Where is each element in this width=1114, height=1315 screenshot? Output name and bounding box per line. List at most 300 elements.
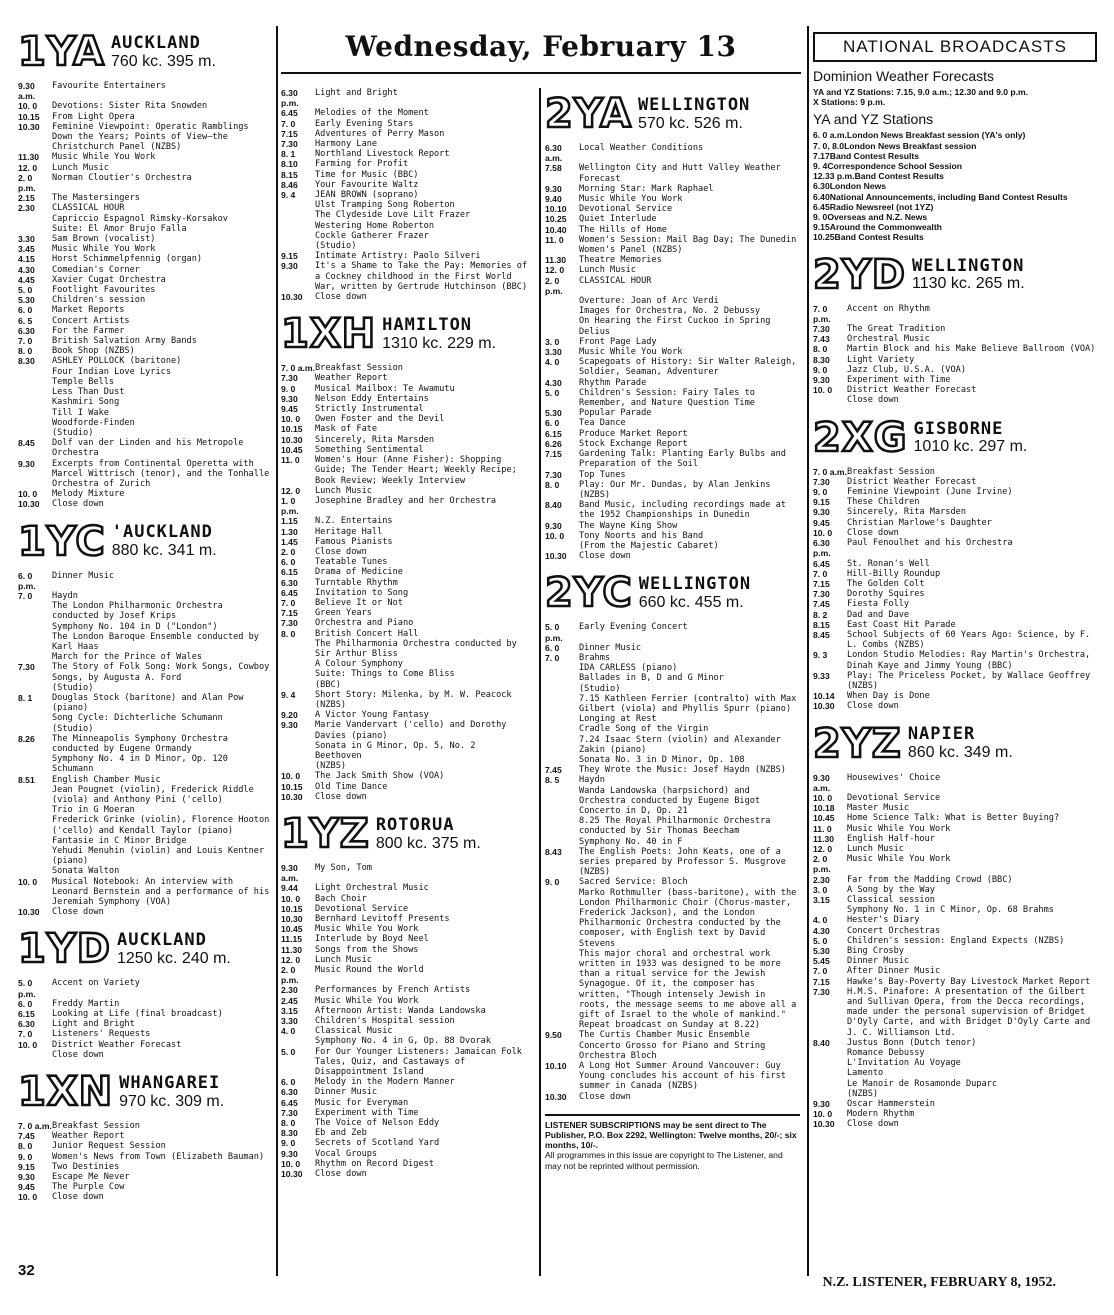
national-title: National Announcements, including Band Contest Results [829,191,1068,202]
programme-time: 6.30 [18,325,35,336]
programme-line [281,404,536,414]
station-id [908,725,1013,761]
station-logo: 1YD [18,926,111,973]
programme-line [813,915,1097,925]
programme-list [813,467,1097,712]
programme-title: Breakfast Session [847,466,935,477]
programme-title: Interlude by Boyd Neel [315,934,429,945]
programme-line [545,194,800,204]
programme-line [545,663,800,673]
programme-line [18,499,273,509]
programme-time: 6.15 [18,1009,35,1020]
programme-line [813,875,1097,885]
programme-line [545,306,800,316]
programme-title: Close down [579,1091,631,1102]
programme-time: 9. 4 [281,190,296,201]
programme-title: Turntable Rhythm [315,577,398,588]
programme-title: Close down [52,499,104,510]
programme-line [545,684,800,694]
programme-time: 10.30 [281,914,303,925]
programme-title: Music While You Work [579,347,683,358]
programme-title: Jean Pougnet (violin), Frederick Riddle (viola) and Anthony Pini ('cello) [52,784,254,805]
programme-time: 9.30 a.m. [281,863,299,884]
programme-list [281,88,536,302]
programme-title: Close down [52,1049,104,1060]
footer-credit: N.Z. LISTENER, FEBRUARY 8, 1952. [822,1275,1056,1290]
programme-list [281,863,536,1179]
programme-title: Breakfast Session [52,1121,140,1132]
programme-time: 6.45 [813,558,830,569]
programme-title: Hill-Billy Roundup [847,568,941,579]
programme-title: Haydn [52,590,78,601]
programme-title: Longing at Rest [579,714,657,725]
programme-title: School Subjects of 60 Years Ago: Science, by F. L. Combs (NZBS) [847,629,1091,651]
programme-time: 10.10 [545,204,567,215]
programme-line [545,1020,800,1030]
programme-title: Morning Star: Mark Raphael [579,183,714,194]
programme-time: 3.30 [18,234,35,245]
programme-title: Farming for Profit [315,159,409,170]
programme-time: 7.43 [813,334,830,345]
programme-time: 9.50 [545,1030,562,1041]
programme-line [18,387,273,397]
programme-line [545,724,800,734]
programme-line [18,101,273,111]
station-logo: 1YA [18,29,105,75]
programme-title: Dinner Music [579,642,642,653]
programme-time: 9. 3 [813,650,828,661]
programme-line [545,163,800,183]
programme-time: 7.30 [813,589,830,600]
programme-line [545,204,800,214]
programme-line [281,159,536,169]
programme-line [281,455,536,486]
programme-line [813,793,1097,803]
programme-title: Heritage Hall [315,526,383,537]
programme-time: 10.30 [545,1091,567,1102]
programme-time: 9. 0 [545,877,560,888]
programme-time: 9.30 [18,458,35,469]
programme-line [545,418,800,428]
programme-title: Music While You Work [315,995,419,1006]
programme-line [545,877,800,887]
column-2 [281,88,536,1276]
programme-line [281,690,536,710]
programme-time: 1.30 [281,526,298,537]
programme-title: Children's session: England Expects (NZBS) [847,935,1065,946]
programme-time: 5.45 [813,956,830,967]
national-broadcasts-title: NATIONAL BROADCASTS [813,32,1097,62]
programme-list [18,1121,273,1203]
programme-time: 12. 0 [281,954,301,965]
national-time: 6.30 [813,181,830,192]
programme-line [18,408,273,418]
programme-line [18,428,273,438]
programme-title: Melody in the Modern Manner [315,1077,455,1088]
programme-title: District Weather Forecast [847,476,977,487]
programme-title: Feminine Viewpoint (June Irvine) [847,487,1013,498]
programme-line [545,500,800,520]
programme-title: Northland Livestock Report [315,149,450,160]
programme-time: 7.15 [545,449,562,460]
programme-line [281,710,536,720]
programme-title: The Hills of Home [579,224,667,235]
programme-title: Excerpts from Continental Operetta with Marcel Wittrisch (tenor), and the Tonhalle Orchestra of Zurich [52,458,270,489]
programme-time: 7.30 [18,662,35,673]
programme-line [545,265,800,275]
programme-title: Scapegoats of History: Sir Walter Raleigh, Soldier, Seaman, Adventurer [579,357,797,378]
station-id [119,1074,224,1110]
programme-title: Master Music [847,803,910,814]
programme-line [281,486,536,496]
programme-line [18,244,273,254]
programme-line [281,639,536,659]
programme-line [545,888,800,949]
programme-time: 9.30 [813,507,830,518]
programme-line [281,200,536,210]
programme-title: Escape Me Never [52,1172,130,1183]
programme-line [281,924,536,934]
programme-time: 5. 0 p.m. [18,978,36,999]
programme-title: Marko Rothmuller (bass-baritone), with the London Philharmonic Choir (Chorus-master, Frederick Jackson), and the London Philharmonic Orchestra conducted by the composer, with English text by David Stevens [579,887,797,949]
programme-title: Green Years [315,608,372,619]
programme-time: 9.45 [813,517,830,528]
programme-title: This major choral and orchestral work written in 1933 was designed to be more than a ritual service for the Jewish Synagogue. Of it, the composer has written, "Though intensely Jewish in roots, the message seems to me above all a gift of Israel to the whole of mankind." [579,948,797,1021]
station-id [112,523,217,559]
programme-line [281,955,536,965]
programme-title: The Great Tradition [847,324,946,335]
programme-title: Le Manoir de Rosamonde Duparc [847,1078,998,1089]
programme-line [18,601,273,621]
programme-title: ASHLEY POLLOCK (baritone) [52,356,182,367]
programme-title: Accent on Rhythm [847,303,930,314]
programme-title: Close down [847,1119,899,1130]
programme-line [545,765,800,775]
spacer [281,302,536,308]
programme-line [813,528,1097,538]
programme-time: 8.45 [18,438,35,449]
programme-time: 10. 0 [813,385,833,396]
programme-time: 6.45 [281,108,298,119]
programme-time: 7.15 [813,578,830,589]
programme-title: Oscar Hammerstein [847,1099,935,1110]
programme-time: 3.15 [813,894,830,905]
programme-line [281,1006,536,1016]
programme-line [18,397,273,407]
station-frequency: 1010 kc. 297 m. [913,438,1028,456]
programme-time: 8. 0 [545,479,560,490]
programme-time: 9.15 [813,497,830,508]
programme-time: 8. 1 [281,149,296,160]
programme-time: 11.15 [281,934,303,945]
station-logo: 2YZ [813,720,902,767]
programme-line [545,694,800,714]
programme-line [281,384,536,394]
programme-line [281,149,536,159]
programme-title: Images for Orchestra, No. 2 Debussy [579,306,761,317]
programme-title: Wanda Landowska (harpsichord) and Orchestra conducted by Eugene Bigot [579,785,761,806]
programme-title: Performances by French Artists [315,985,471,996]
programme-line [545,439,800,449]
programme-line [281,119,536,129]
programme-title: Hester's Diary [847,915,920,926]
programme-title: Musical Notebook: An interview with Leonard Bernstein and a performance of his Jeremiah Symphony (VOA) [52,876,270,908]
national-title: London News Breakfast session [844,140,977,151]
programme-line [18,1050,273,1060]
programme-title: Lunch Music [847,843,904,854]
programme-title: Devotional Service [315,903,409,914]
programme-line [281,996,536,1006]
programme-line [281,863,536,883]
programme-title: Top Tunes [579,469,626,480]
station-block [281,812,536,1185]
station-city: WHANGAREI [119,1072,221,1093]
ya-yz-heading: YA and YZ Stations [813,111,934,128]
programme-line [281,618,536,628]
programme-line [545,551,800,561]
programme-line [813,905,1097,915]
programme-line [545,1061,800,1092]
programme-title: Melodies of the Moment [315,108,429,119]
programme-line [813,324,1097,334]
programme-title: Overture: Joan of Arc Verdi [579,296,719,307]
programme-line [813,844,1097,854]
programme-line [18,846,273,866]
programme-time: 9.30 [545,183,562,194]
programme-title: Close down [847,527,899,538]
programme-title: Music While You Work [52,152,156,163]
programme-title: The London Baroque Ensemble conducted by Karl Haas [52,631,259,652]
programme-line [813,620,1097,630]
programme-line [813,477,1097,487]
copyright-text: All programmes in this issue are copyright to The Listener, and may not be reprinted without permission. [545,1150,783,1171]
station-block [18,927,273,1066]
programme-title: Lamento [847,1068,884,1079]
programme-time: 9.15 [18,1161,35,1172]
programme-line [18,438,273,458]
programme-time: 7.30 [281,1107,298,1118]
programme-time: 5. 0 [545,387,560,398]
programme-title: Eb and Zeb [315,1128,367,1139]
programme-title: Devotions: Sister Rita Snowden [52,101,208,112]
programme-title: Two Destinies [52,1161,120,1172]
programme-line [813,834,1097,844]
programme-title: Haydn [579,775,605,786]
programme-title: These Children [847,497,920,508]
station-frequency: 970 kc. 309 m. [119,1092,225,1110]
programme-time: 10.30 [281,791,303,802]
programme-line [18,683,273,693]
programme-time: 4. 0 [281,1026,296,1037]
programme-time: 7.30 [813,986,830,997]
national-title: London News [829,181,887,192]
subscriptions-notice [545,1114,800,1171]
programme-line [18,836,273,846]
programme-line [813,1058,1097,1068]
programme-time: 11. 0 [545,234,564,245]
programme-line [18,907,273,917]
national-title: Around the Commonwealth [829,222,942,233]
programme-line [18,999,273,1009]
programme-time: 11.30 [18,152,40,163]
station-id [914,420,1028,456]
programme-title: Dinner Music [315,1087,378,1098]
programme-title: Teatable Tunes [315,557,388,568]
programme-line [545,775,800,785]
programme-line [545,225,800,235]
programme-time: 10. 0 [18,1192,38,1203]
programme-title: British Concert Hall [315,628,419,639]
programme-time: 9.30 [281,393,298,404]
column-1 [18,26,273,1276]
programme-title: Till I Wake [52,407,109,418]
programme-line [813,1119,1097,1129]
programme-title: Adventures of Perry Mason [315,128,445,139]
station-id [376,816,481,852]
programme-line [18,203,273,213]
station-logo: 2YD [813,251,906,298]
programme-title: Marie Vandervart ('cello) and Dorothy Davies (piano) [315,720,507,741]
programme-line [545,235,800,255]
subscriptions-text: LISTENER SUBSCRIPTIONS may be sent direct to The Publisher, P.O. Box 2292, Wellington: Twelve months, 20/-; six months, 10/-. [545,1119,797,1151]
programme-title: IDA CARLESS (piano) [579,663,678,674]
programme-title: Suite: El Amor Brujo Falla [52,223,187,234]
programme-title: Vocal Groups [315,1148,378,1159]
programme-title: A Colour Symphony [315,659,403,670]
programme-line [18,1121,273,1131]
programme-time: 9.30 a.m. [813,772,831,793]
programme-title: Time for Music (BBC) [315,169,419,180]
programme-time: 4.45 [18,274,35,285]
station-id [638,96,750,132]
programme-line [813,1068,1097,1078]
programme-time: 6.30 p.m. [813,538,831,559]
station-logo: 1XH [281,311,377,358]
programme-title: Drama of Medicine [315,567,403,578]
programme-time: 8. 5 [545,775,560,786]
programme-line [281,741,536,751]
programme-title: Home Science Talk: What is Better Buying? [847,813,1060,824]
programme-title: For the Farmer [52,325,125,336]
programme-title: Schumann [52,764,94,775]
programme-time: 11.30 [545,255,567,266]
national-time: 9.15 [813,222,830,233]
station-frequency: 1130 kc. 265 m. [912,275,1025,293]
programme-time: 2.30 [18,203,35,214]
programme-time: 2.30 [813,874,830,885]
programme-line [281,231,536,241]
spacer [18,510,273,516]
programme-line [813,773,1097,793]
programme-time: 2. 0 p.m. [18,172,36,194]
programme-line [281,567,536,577]
station-block [545,571,800,1108]
programme-line [18,591,273,601]
programme-line [545,276,800,296]
programme-line [281,608,536,618]
programme-title: Local Weather Conditions [579,143,704,153]
programme-time: 3. 0 [545,336,560,347]
programme-title: Mask of Fate [315,424,378,435]
programme-line [813,497,1097,507]
programme-line [545,643,800,653]
programme-line [813,803,1097,813]
programme-title: It's a Shame to Take the Pay: Memories of a Cockney childhood in the First World War, written by Gertrude Hutchinson (BBC) [315,261,528,292]
station-frequency: 800 kc. 375 m. [375,834,481,852]
national-title: Band Contest Results [829,150,920,161]
programme-title: Symphony No. 1 in C Minor, Op. 68 Brahms [847,905,1054,916]
station-city: GISBORNE [913,418,1004,439]
programme-line [18,163,273,173]
station-frequency: 1310 kc. 229 m. [382,334,496,352]
programme-title: Xavier Cugat Orchestra [52,274,166,285]
programme-line [281,985,536,995]
programme-time: 8.26 [18,733,35,744]
programme-time: 5.30 [545,408,562,419]
programme-time: 10. 0 [813,792,833,803]
station-logo: 2YA [545,91,632,137]
programme-title: The Jack Smith Show (VOA) [315,771,445,782]
programme-line [18,785,273,805]
programme-title: The London Philharmonic Orchestra conducted by Josef Krips [52,601,223,622]
programme-line [18,724,273,734]
programme-time: 12. 0 [281,485,301,496]
programme-title: Songs from the Shows [315,944,419,955]
national-title: Band Contest Results [854,171,944,182]
programme-line [18,805,273,815]
programme-time: 3.30 [545,347,562,358]
national-list [813,130,1097,242]
station-header [18,30,273,74]
programme-line [545,255,800,265]
programme-title: Accent on Variety [52,978,140,989]
programme-line [281,170,536,180]
programme-title: Concerto Grosso for Piano and String Orchestra Bloch [579,1040,766,1061]
programme-title: (NZBS) [847,1088,879,1099]
programme-title: Popular Parade [579,408,652,419]
programme-time: 6.15 [545,428,562,439]
column-4 [807,26,1097,1276]
programme-line [281,1016,536,1026]
programme-line [813,304,1097,324]
programme-time: 10. 0 [18,876,38,887]
programme-title: Lunch Music [579,265,636,276]
column-rule-1 [276,26,278,1276]
programme-line [545,388,800,408]
programme-time: 8.45 [813,629,830,640]
programme-title: On Hearing the First Cuckoo in Spring Delius [579,316,771,337]
programme-time: 10. 0 [813,1109,833,1120]
programme-title: 8.25 The Royal Philharmonic Orchestra conducted by Sir Thomas Beecham [579,816,771,837]
programme-title: Lunch Music [52,162,109,173]
programme-title: Weather Report [315,373,388,384]
programme-title: Yehudi Menuhin (violin) and Louis Kentner (piano) [52,846,265,867]
programme-line [281,588,536,598]
programme-title: 7.24 Isaac Stern (violin) and Alexander Zakin (piano) [579,734,781,755]
programme-title: Woodforde-Finden [52,417,135,428]
programme-time: 4.15 [18,254,35,265]
programme-list [813,304,1097,406]
programme-time: 6.30 [281,577,298,588]
programme-time: 9.30 [18,1172,35,1183]
programme-title: Orchestra and Piano [315,618,414,629]
programme-line [813,559,1097,569]
programme-line [545,429,800,439]
programme-line [813,507,1097,517]
programme-time: 9. 0 [281,383,296,394]
programme-line [281,659,536,669]
programme-title: Music While You Work [52,244,156,255]
